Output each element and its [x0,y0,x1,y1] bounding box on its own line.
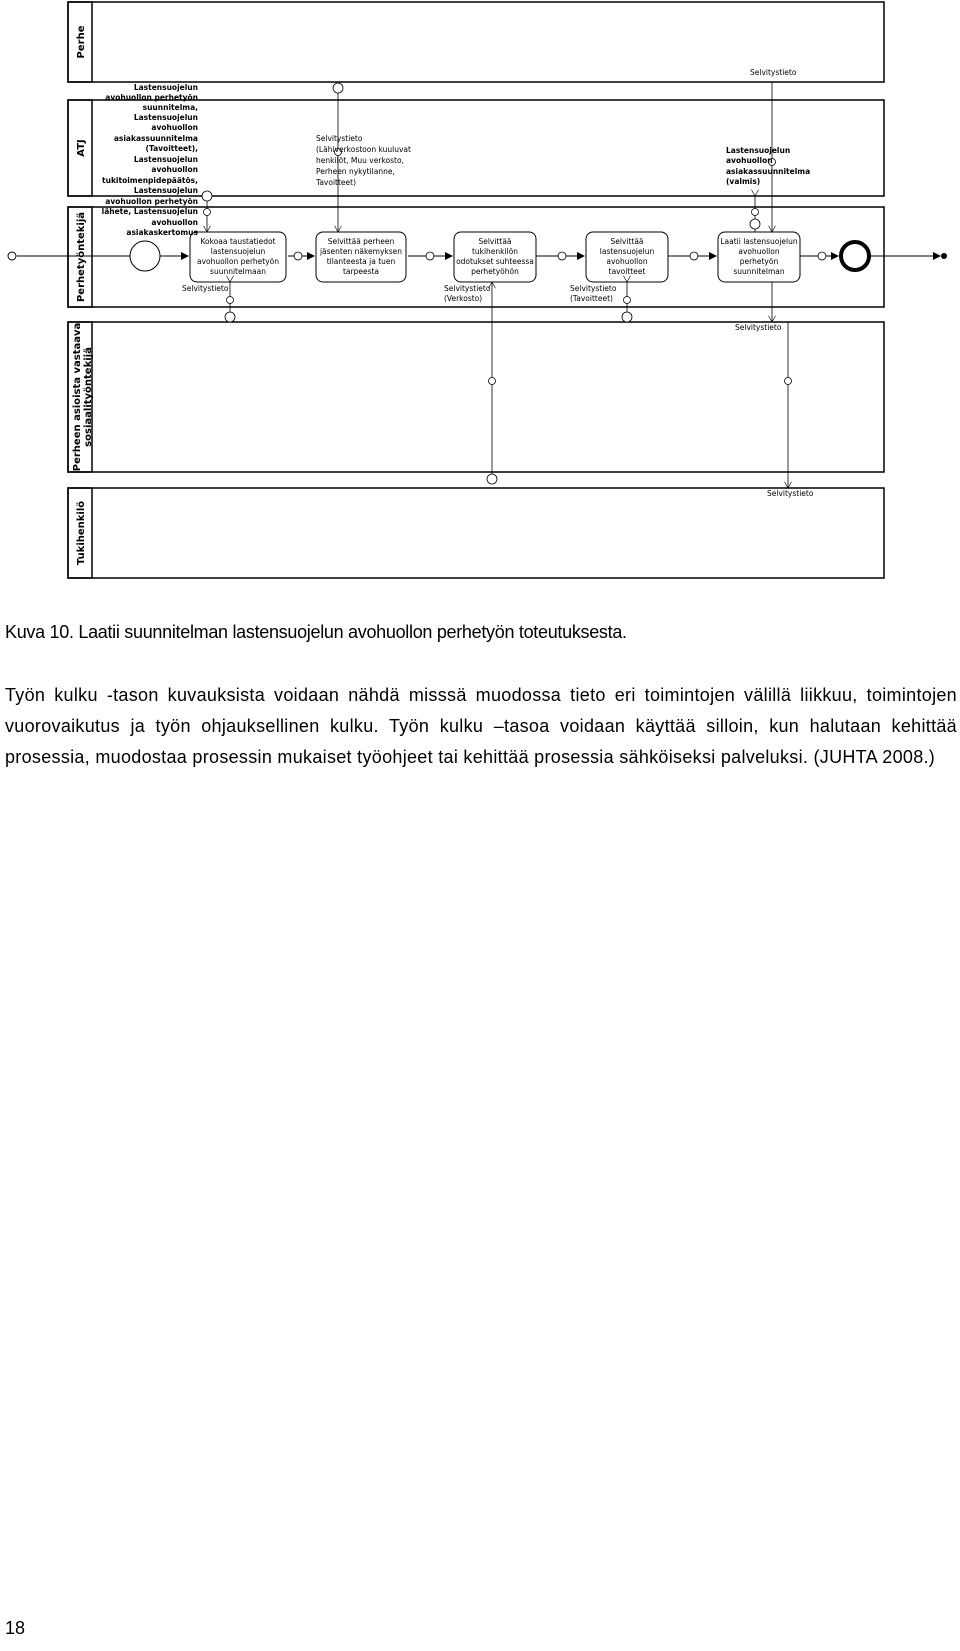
svg-text:tarpeesta [343,267,379,276]
task-2 [316,232,406,282]
atj-doc-line: avohuollon [151,123,198,132]
data-label: (Tavoitteet) [570,294,613,303]
lane-label-perhetyontekija: Perhetyöntekijä [76,211,87,303]
data-object-labels [182,68,814,498]
atj-doc-line: (Tavoitteet), [145,144,198,153]
task-1-line: suunnitelmaan [210,267,266,276]
svg-text:Selvitystieto [735,323,782,332]
atj-doc-line: Lastensuojelun [133,113,198,122]
svg-text:perhetyön [740,257,779,266]
lane-label-perhe: Perhe [76,25,87,59]
lane-label-tukihenkilo: Tukihenkilö [76,500,87,566]
task-3 [454,232,536,282]
task-5-line: perhetyön [739,257,779,266]
atj-doc-line: Lastensuojelun [133,83,198,92]
data-label: (Lähiverkostoon kuuluvat [316,145,411,154]
svg-text:avohuollon [151,123,198,132]
end-event [841,242,869,270]
task-2-line: tilanteesta ja tuen [326,257,396,266]
body-paragraph [5,680,957,773]
svg-text:henkilöt, Muu verkosto, [316,156,404,165]
task-1-line: avohuollon perhetyön [196,257,280,266]
data-label: (valmis) [726,177,761,186]
svg-text:Selvittää perheen [328,237,395,246]
lane-tukihenkilo [68,488,884,578]
task-5 [718,232,800,282]
task-1 [190,232,286,282]
data-label: Selvitystieto [750,68,797,77]
task-4-line: Selvittää [610,237,644,246]
task-5-line: suunnitelman [733,267,785,276]
svg-text:Kokoaa taustatiedot [200,237,275,246]
atj-doc-line: tukitoimenpidepäätös, [102,176,198,185]
data-label: Selvitystieto [182,284,229,293]
atj-doc-line: avohuollon [151,165,198,174]
task-4-line: lastensuojelun [599,247,655,256]
start-event [130,241,160,271]
svg-text:avohuollon perhetyön [105,93,198,102]
data-label: avohuollon [726,156,773,165]
data-label: Selvitystieto [570,284,617,293]
svg-text:(Tavoitteet) [570,294,613,303]
svg-text:Laatii lastensuojelun [720,237,798,246]
svg-text:lastensuojelun [600,247,655,256]
svg-text:lastensuojelun [211,247,266,256]
lane-sosiaalityontekija [68,322,884,472]
task-2-line: jäsenten näkemyksen [319,247,403,256]
task-5-line: Laatii lastensuojelun [720,237,798,246]
task-1-line: Kokoaa taustatiedot [200,237,276,246]
task-2-line: tarpeesta [342,267,380,276]
data-label: Lastensuojelun [726,146,791,155]
offpage-start-connector [8,252,16,260]
svg-text:avohuollon [151,218,198,227]
task-4 [586,232,668,282]
atj-doc-line: Lastensuojelun [133,186,198,195]
task-4-line: tavoitteet [608,267,646,276]
svg-text:Lastensuojelun [134,113,198,122]
data-label: Tavoitteet) [316,178,357,187]
svg-text:odotukset suhteessa [456,257,534,266]
data-label: Selvitystieto [444,284,491,293]
lane-label-sos-line1: Perheen asioista vastaava [72,322,83,472]
atj-doc-line: avohuollon [151,218,198,227]
svg-text:Lastensuojelun [726,146,790,155]
data-label: Selvitystieto [735,323,782,332]
svg-text:(Verkosto) [444,294,482,303]
task-5-line: avohuollon [738,247,780,256]
svg-text:Selvitystieto [750,68,797,77]
svg-text:(valmis) [726,177,760,186]
svg-text:avohuollon [738,247,779,256]
lane-label-sos-line2: sosiaalityöntekijä [83,347,94,447]
data-label: Selvitystieto [316,134,363,143]
svg-text:(Lähiverkostoon kuuluvat [316,145,411,154]
task-3-line: Selvittää [478,237,512,246]
svg-text:asiakassuunnitelma [726,167,810,176]
svg-text:Lastensuojelun [134,83,198,92]
svg-text:avohuollon perhetyön [105,197,198,206]
atj-doc-line: avohuollon perhetyön [105,197,198,206]
atj-doc-line: asiakaskertomus [126,228,198,237]
svg-text:tilanteesta ja tuen [327,257,396,266]
svg-text:perhetyöhön [471,267,519,276]
data-label: asiakassuunnitelma [726,167,811,176]
data-label: Perheen nykytilanne, [316,167,395,176]
svg-text:tukihenkilön [472,247,518,256]
svg-text:suunnitelmaan [210,267,266,276]
task-4-line: avohuollon [606,257,648,266]
data-label: Selvitystieto [767,489,814,498]
atj-doc-line: avohuollon perhetyön [105,93,198,102]
svg-text:Tavoitteet) [315,178,356,187]
svg-text:Lastensuojelun [134,186,198,195]
lane-label-atj: ATJ [76,139,87,157]
svg-text:Perheen nykytilanne, [316,167,395,176]
svg-text:avohuollon [151,165,198,174]
svg-text:tavoitteet [609,267,646,276]
svg-text:tukitoimenpidepäätös, [102,176,198,185]
atj-documents [102,83,199,237]
atj-doc-line: lähete, Lastensuojelun [101,207,198,216]
task-2-line: Selvittää perheen [327,237,395,246]
svg-text:avohuollon perhetyön [197,257,279,266]
task-3-line: perhetyöhön [471,267,519,276]
message-flows [207,82,791,488]
svg-text:Lastensuojelun [134,155,198,164]
svg-text:suunnitelma, [143,103,199,112]
svg-text:Selvitystieto [767,489,814,498]
message-flow-endpoints [202,83,792,484]
svg-text:(Tavoitteet), [146,144,199,153]
paragraph-text: Työn kulku -tason kuvauksista voidaan nähdä misssä muodossa tieto eri toimintojen välillä liikkuu, toimintojen vuorovaikutus ja työn ohjauksellinen kulku. Työn kulku –tasoa voidaan käyttää silloin, kun halutaan kehittää prosessia, muodostaa prosessin mukaiset työohjeet tai kehittää prosessia sähköiseksi palveluksi. (JUHTA 2008.) [5,685,957,767]
svg-text:avohuollon [726,156,773,165]
svg-text:jäsenten näkemyksen [319,247,402,256]
svg-text:Selvitystieto [570,284,617,293]
task-1-line: lastensuojelun [210,247,266,256]
svg-text:Selvittää [610,237,643,246]
task-3-line: odotukset suhteessa [456,257,534,266]
task-3-line: tukihenkilön [471,247,519,256]
svg-text:avohuollon [606,257,647,266]
figure-caption: Kuva 10. Laatii suunnitelman lastensuojelun avohuollon perhetyön toteutuksesta. [5,622,627,642]
svg-text:asiakaskertomus [126,228,198,237]
svg-text:lähete, Lastensuojelun [102,207,198,216]
page-number: 18 [5,1618,26,1638]
atj-doc-line: Lastensuojelun [133,155,198,164]
svg-text:Selvitystieto [444,284,491,293]
svg-text:Selvitystieto [316,134,363,143]
svg-text:asiakassuunnitelma [114,134,198,143]
atj-doc-line: suunnitelma, [142,103,198,112]
data-label: (Verkosto) [444,294,483,303]
svg-text:Selvittää [478,237,511,246]
atj-doc-line: asiakassuunnitelma [113,134,198,143]
offpage-end-connector [941,253,947,259]
svg-text:suunnitelman [733,267,785,276]
svg-text:Selvitystieto [182,284,229,293]
process-diagram [0,0,960,600]
data-label: henkilöt, Muu verkosto, [316,156,404,165]
